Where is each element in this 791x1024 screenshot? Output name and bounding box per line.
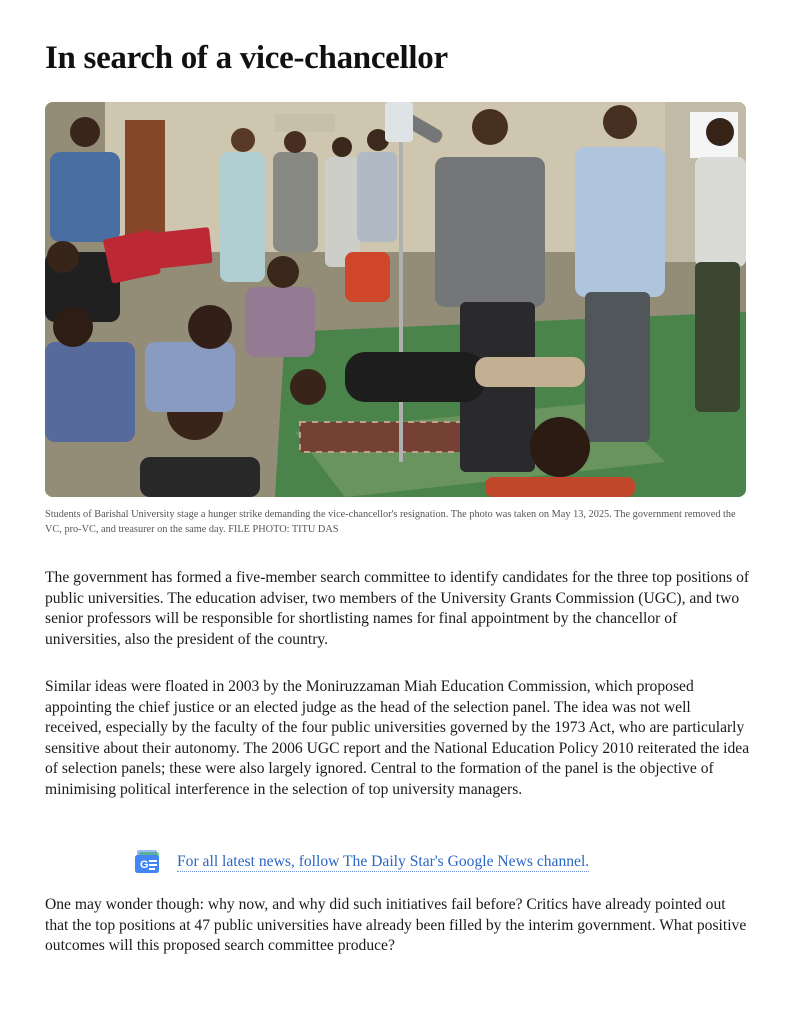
article-paragraph: Similar ideas were floated in 2003 by the Moniruzzaman Miah Education Commission, which proposed appointing the chief justice or an elected judge as the head of the selection panel. The idea was not well received, especially by the faculty of the four public universities governed by the 1973 Act, who are particularly sensitive about their autonomy. The 2006 UGC report and the National Education Policy 2010 reiterated the idea of selection panels; these were also largely ignored. Central to the formation of the panel is the objective of minimising political interference in the selection of top university managers.: [45, 678, 750, 798]
article-paragraph: The government has formed a five-member search committee to identify candidates for the three top positions of public universities. The education adviser, two members of the University Grants Commission (UGC), and two senior professors will be responsible for shortlisting names for final appointment by the chancellor of universities, also the president of the country.: [45, 569, 750, 648]
article-photo: [45, 102, 746, 497]
google-news-icon: [134, 849, 162, 875]
google-news-follow-link[interactable]: [134, 849, 589, 875]
article-paragraph: One may wonder though: why now, and why did such initiatives fail before? Critics have already pointed out that the top positions at 47 public universities have already been filled by the interim government. What positive outcomes will this proposed search committee produce?: [45, 896, 747, 955]
svg-text:G: G: [140, 859, 149, 871]
google-news-link-text[interactable]: For all latest news, follow The Daily Star's Google News channel.: [177, 853, 590, 870]
article-headline: In search of a vice-chancellor: [45, 40, 448, 76]
photo-caption: Students of Barishal University stage a hunger strike demanding the vice-chancellor's resignation. The photo was taken on May 13, 2025. The government removed the VC, pro-VC, and treasurer on the same day. FILE PHOTO: TITU DAS: [45, 509, 736, 535]
hunger-strike-photo: [45, 102, 746, 497]
